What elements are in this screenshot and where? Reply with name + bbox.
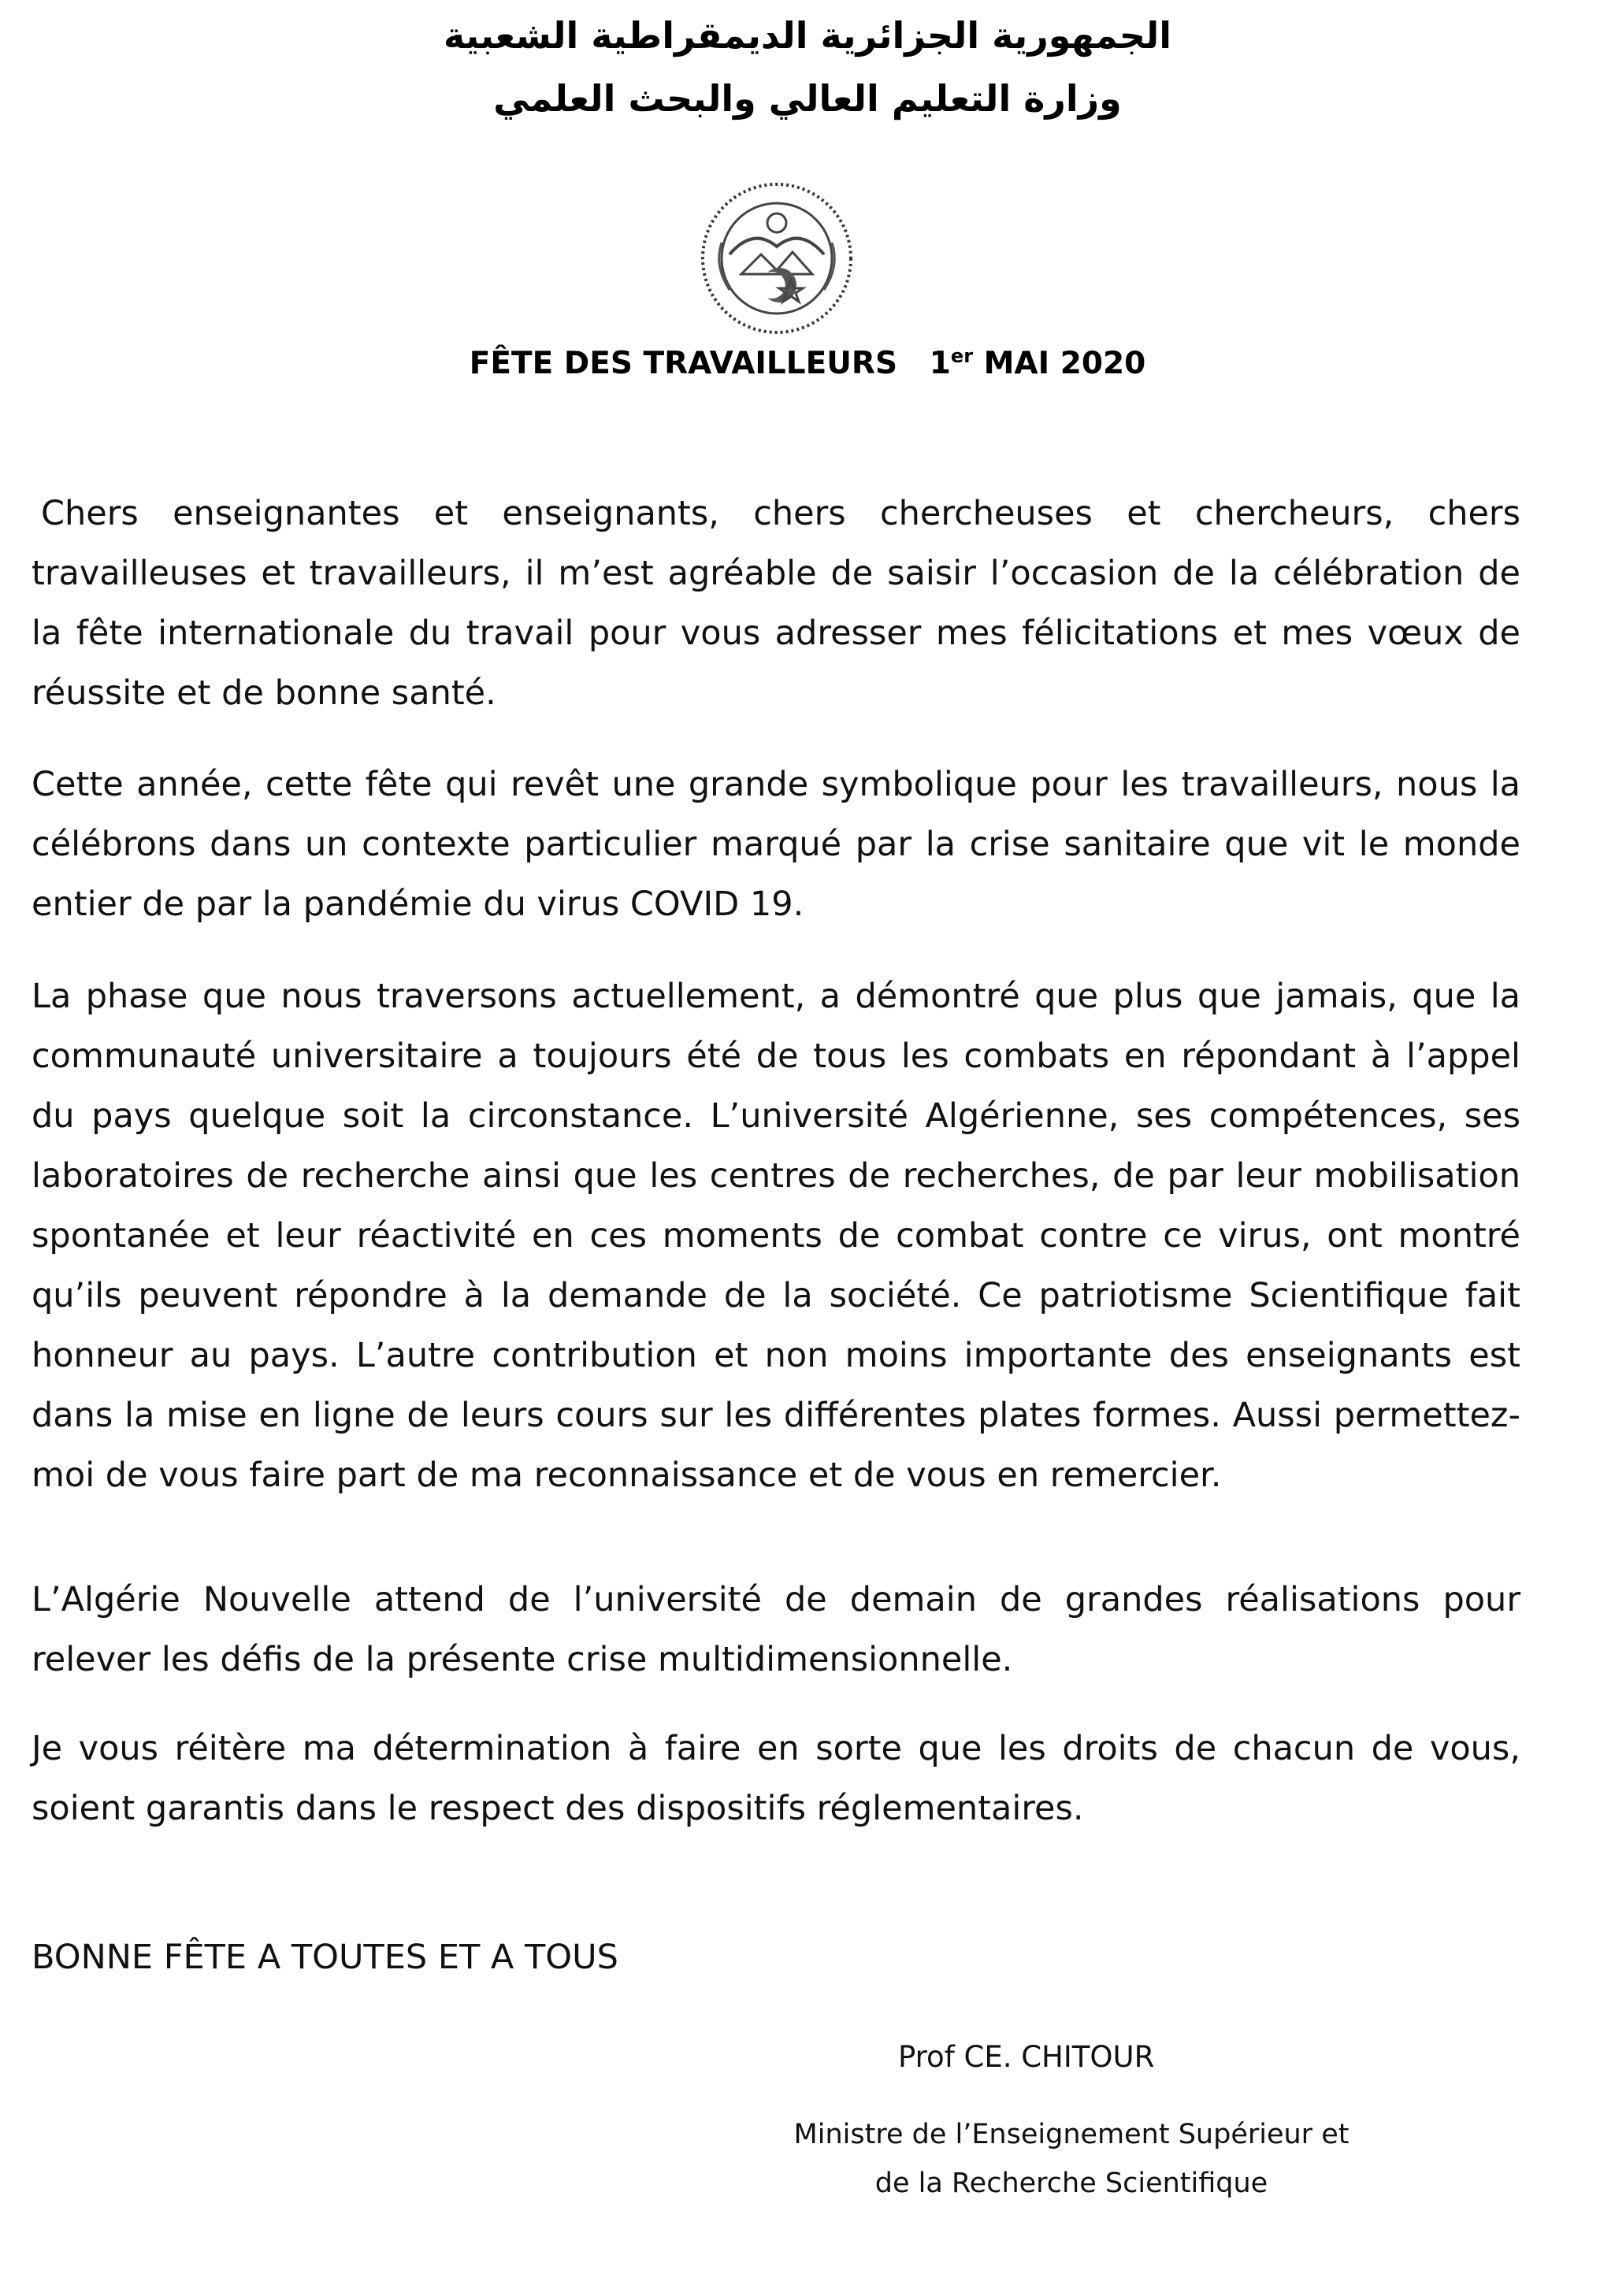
- signer-name: Prof CE. CHITOUR: [898, 2040, 1155, 2074]
- arabic-republic-line: الجمهورية الجزائرية الديمقراطية الشعبية: [443, 14, 1172, 57]
- signer-title-line1: Ministre de l’Enseignement Supérieur et: [793, 2119, 1350, 2150]
- arabic-ministry-line: وزارة التعليم العالي والبحث العلمي: [493, 77, 1122, 120]
- page-title: [0, 345, 1615, 381]
- title-prefix: FÊTE DES TRAVAILLEURS: [469, 346, 898, 381]
- title-day: 1: [929, 346, 951, 381]
- title-day-suffix: er: [950, 345, 974, 367]
- paragraph-new-algeria: L’Algérie Nouvelle attend de l’université de demain de grandes réalisations pour relever les défis de la présente crise multidimensionnelle.: [32, 1580, 1520, 1679]
- algeria-state-emblem-icon: [698, 180, 856, 337]
- signer-title-line2: de la Recherche Scientifique: [874, 2168, 1268, 2199]
- paragraph-commitment: Je vous réitère ma détermination à faire en sorte que les droits de chacun de vous, soient garantis dans le respect des dispositifs réglementaires.: [32, 1729, 1520, 1828]
- paragraph-university-role: La phase que nous traversons actuellement, a démontré que plus que jamais, que la communauté universitaire a toujours été de tous les combats en répondant à l’appel du pays quelque soit la circonstance. L’université Algérienne, ses compétences, ses laboratoires de recherche ainsi que les centres de recherches, de par leur mobilisation spontanée et leur réactivité en ces moments de combat contre ce virus, ont montré qu’ils peuvent répondre à la demande de la société. Ce patriotisme Scientifique fait honneur au pays. L’autre contribution et non moins importante des enseignants est dans la mise en ligne de leurs cours sur les différentes plates formes. Aussi permettez- moi de vous faire part de ma reconnaissance et de vous en remercier.: [32, 977, 1520, 1495]
- title-date-rest: MAI 2020: [983, 346, 1146, 381]
- closing-greeting: BONNE FÊTE A TOUTES ET A TOUS: [32, 1938, 618, 1977]
- paragraph-greetings: Chers enseignantes et enseignants, chers chercheuses et chercheurs, chers travailleuses et travailleurs, il m’est agréable de saisir l’occasion de la célébration de la fête internationale du travail pour vous adresser mes félicitations et mes vœux de réussite et de bonne santé.: [32, 494, 1520, 713]
- paragraph-context: Cette année, cette fête qui revêt une grande symbolique pour les travailleurs, nous la célébrons dans un contexte particulier marqué par la crise sanitaire que vit le monde entier de par la pandémie du virus COVID 19.: [32, 765, 1520, 924]
